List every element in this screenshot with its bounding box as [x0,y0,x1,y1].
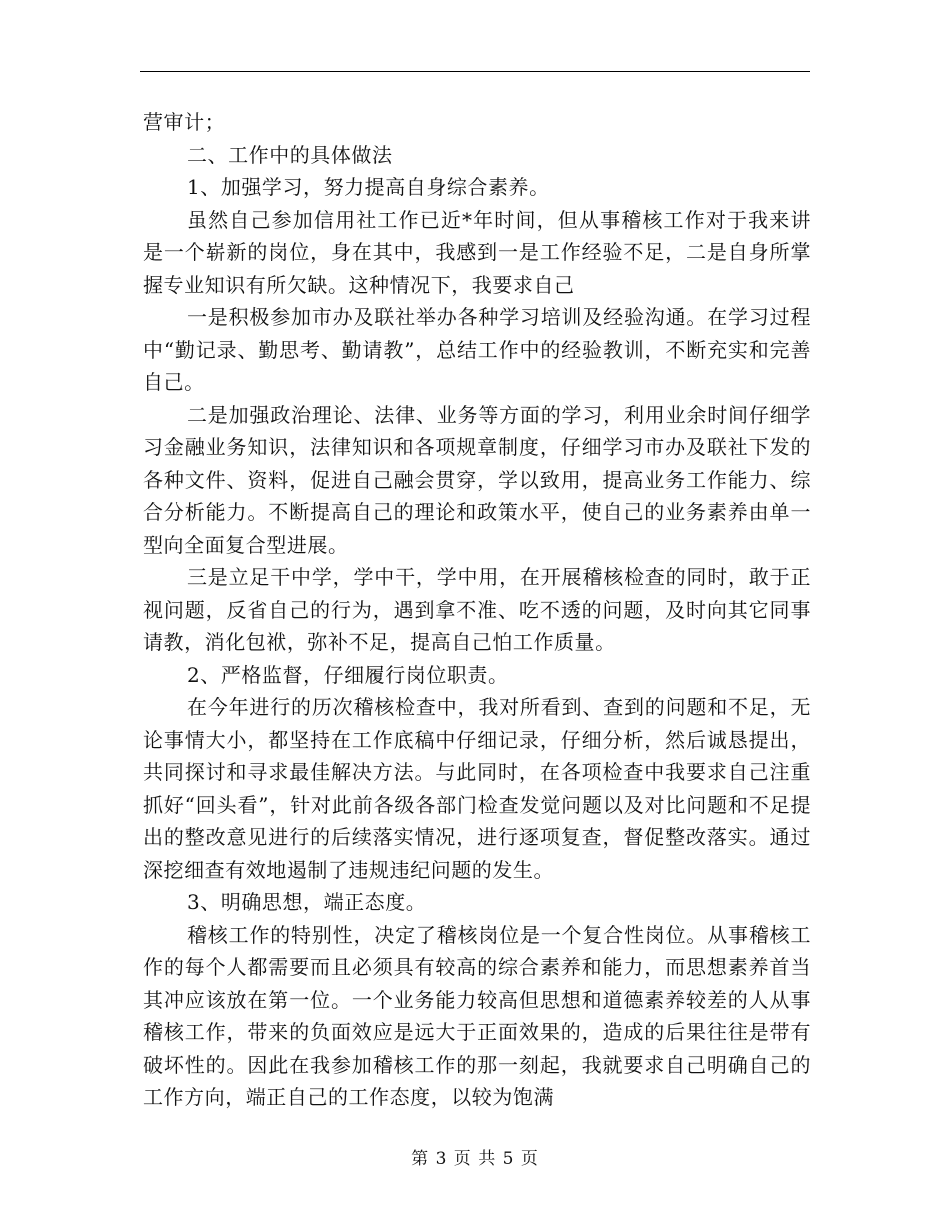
paragraph: 二是加强政治理论、法律、业务等方面的学习，利用业余时间仔细学习金融业务知识，法律知识和各项规章制度，仔细学习市办及联社下发的各种文件、资料，促进自己融会贯穿，学以致用，提高业务工作能力、综合分析能力。不断提高自己的理论和政策水平，使自己的业务素养由单一型向全面复合型进展。 [143,402,811,557]
section-heading: 二、工作中的具体做法 [187,142,393,167]
paragraph: 营审计； [143,110,226,134]
subsection-heading: 2、严格监督，仔细履行岗位职责。 [187,662,509,687]
subsection-heading: 3、明确思想，端正态度。 [187,890,427,914]
page-number: 第 3 页 共 5 页 [411,1149,539,1169]
paragraph: 稽核工作的特别性，决定了稽核岗位是一个复合性岗位。从事稽核工作的每个人都需要而且必须具有较高的综合素养和能力，而思想素养首当其冲应该放在第一位。一个业务能力较高但思想和道德素养较差的人从事稽核工作，带来的负面效应是远大于正面效果的，造成的后果往往是带有破坏性的。因此在我参加稽核工作的那一刻起，我就要求自己明确自己的工作方向，端正自己的工作态度，以较为饱满 [143,922,811,1109]
paragraph: 一是积极参加市办及联社举办各种学习培训及经验沟通。在学习过程中“勤记录、勤思考、勤请教”，总结工作中的经验教训，不断充实和完善自己。 [143,305,811,394]
page-footer [0,1144,950,1169]
subsection-heading: 1、加强学习，努力提高自身综合素养。 [187,175,550,199]
header-rule [140,71,810,72]
paragraph: 在今年进行的历次稽核检查中，我对所看到、查到的问题和不足，无论事情大小，都坚持在工作底稿中仔细记录，仔细分析，然后诚恳提出，共同探讨和寻求最佳解决方法。与此同时，在各项检查中我要求自己注重抓好“回头看”，针对此前各级各部门检查发觉问题以及对比问题和不足提出的整改意见进行的后续落实情况，进行逐项复查，督促整改落实。通过深挖细查有效地遏制了违规违纪问题的发生。 [143,695,811,882]
paragraph: 虽然自己参加信用社工作已近*年时间，但从事稽核工作对于我来讲是一个崭新的岗位，身在其中，我感到一是工作经验不足，二是自身所掌握专业知识有所欠缺。这种情况下，我要求自己 [143,207,811,297]
paragraph: 三是立足干中学，学中干，学中用，在开展稽核检查的同时，敢于正视问题，反省自己的行为，遇到拿不准、吃不透的问题，及时向其它同事请教，消化包袱，弥补不足，提高自己怕工作质量。 [143,565,811,654]
body-text [143,106,811,1114]
